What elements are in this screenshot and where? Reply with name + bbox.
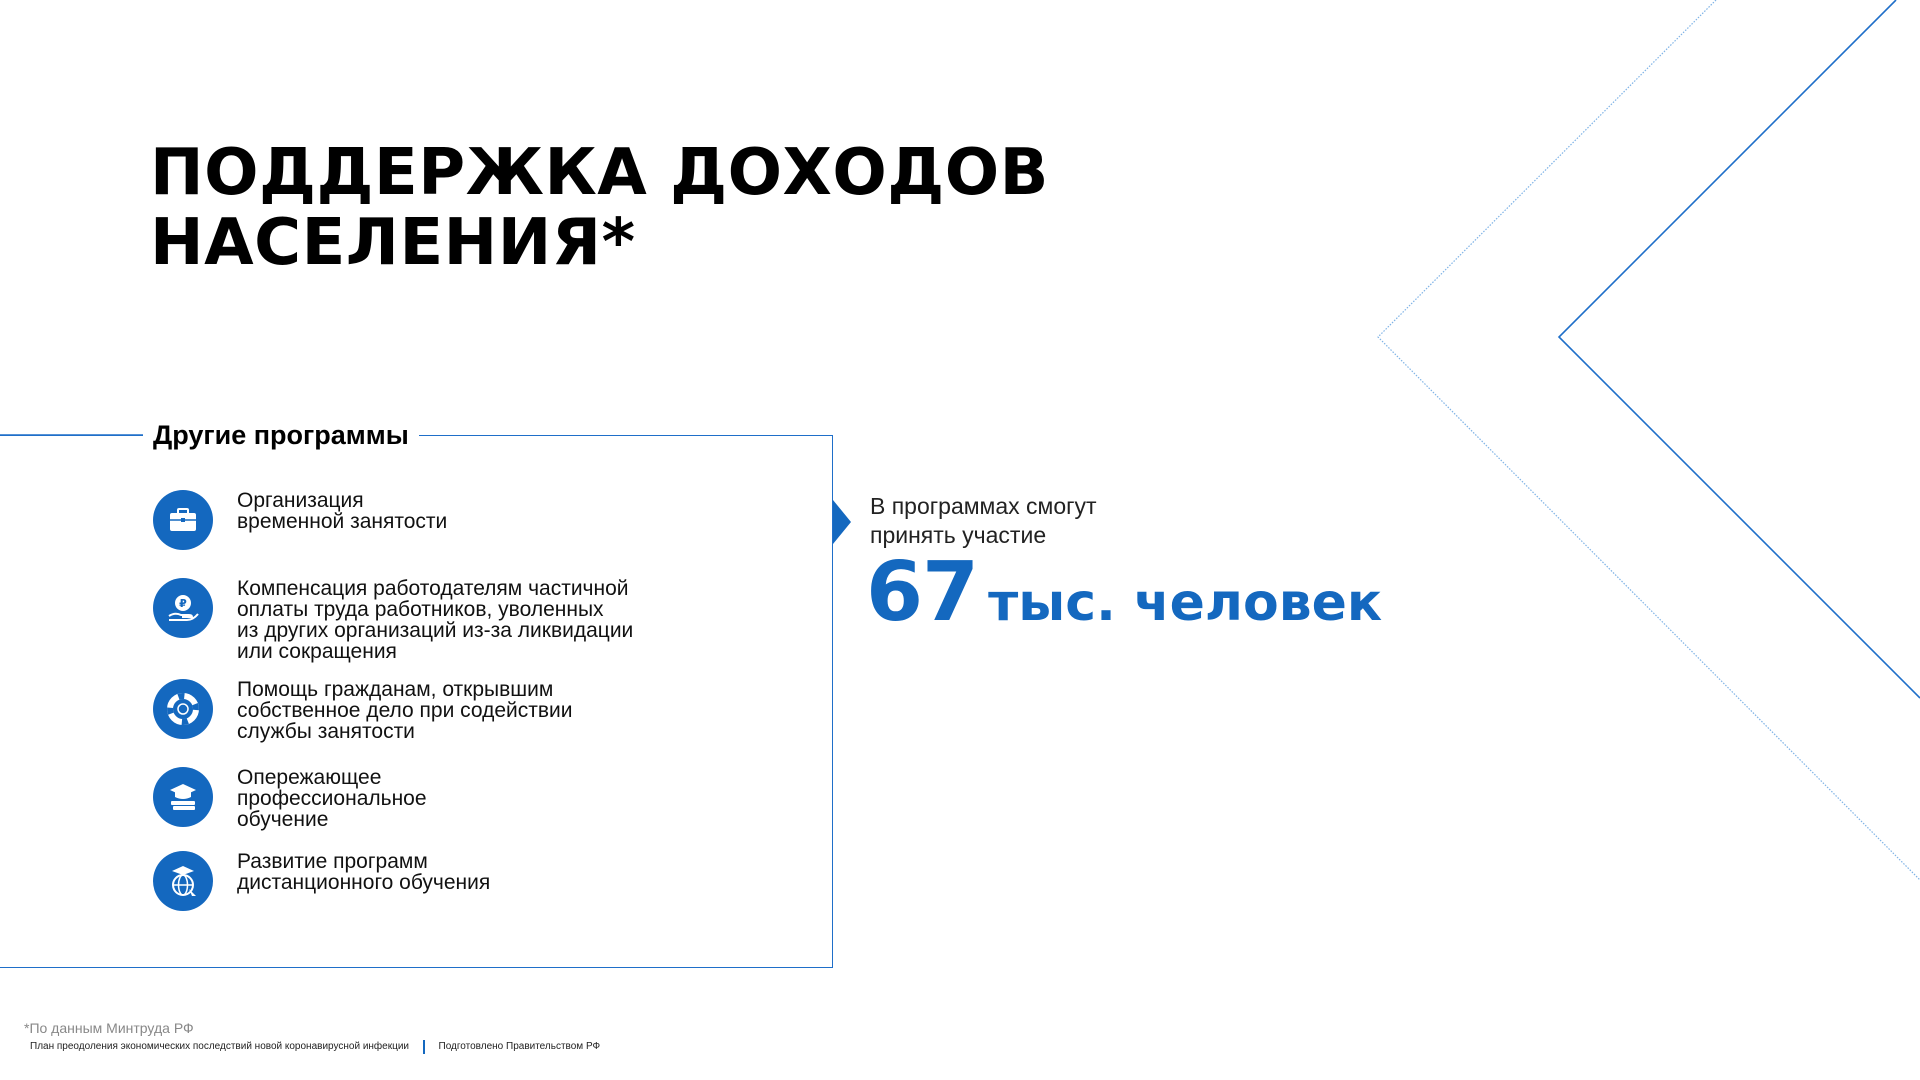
- page-title-line-2: НАСЕЛЕНИЯ*: [150, 206, 636, 280]
- program-item-employer-compensation: [153, 578, 697, 662]
- participants-caption: В программах смогут принять участие: [870, 493, 1097, 548]
- program-item-text: Развитие программ дистанционного обучения: [237, 850, 491, 894]
- graduation-books-icon: [153, 767, 213, 827]
- participants-unit: тыс. человек: [988, 573, 1383, 633]
- participants-stat: [866, 545, 1383, 648]
- footnote: *По данным Минтруда РФ: [24, 1020, 194, 1036]
- programs-panel-heading: Другие программы: [143, 416, 419, 454]
- footer: [30, 1040, 600, 1054]
- footer-author: Подготовлено Правительством РФ: [438, 1041, 601, 1052]
- lifebuoy-icon: [153, 679, 213, 739]
- program-item-self-employment-help: [153, 679, 697, 742]
- program-item-text: Опережающее профессиональное обучение: [237, 766, 427, 831]
- program-item-temporary-employment: [153, 490, 697, 550]
- program-item-text: Компенсация работодателям частичной оплаты труда работников, уволенных из других организаций из-за ликвидации или сокращения: [237, 577, 634, 663]
- briefcase-icon: [153, 490, 213, 550]
- page-title-line-1: ПОДДЕРЖКА ДОХОДОВ: [150, 136, 1049, 210]
- pointer-arrow: [833, 500, 851, 544]
- ruble-hand-icon: [153, 578, 213, 638]
- footer-plan-name: План преодоления экономических последствий новой коронавирусной инфекции: [30, 1041, 409, 1052]
- page-title: [150, 138, 1049, 278]
- footer-separator: [423, 1040, 425, 1054]
- program-item-text: Помощь гражданам, открывшим собственное дело при содействии службы занятости: [237, 678, 573, 743]
- svg-text:₽: ₽: [179, 597, 187, 610]
- globe-graduation-icon: [153, 851, 213, 911]
- participants-number: 67: [866, 545, 979, 640]
- program-item-advanced-training: [153, 767, 697, 830]
- program-item-text: Организация временной занятости: [237, 489, 448, 533]
- program-item-distance-learning: [153, 851, 697, 911]
